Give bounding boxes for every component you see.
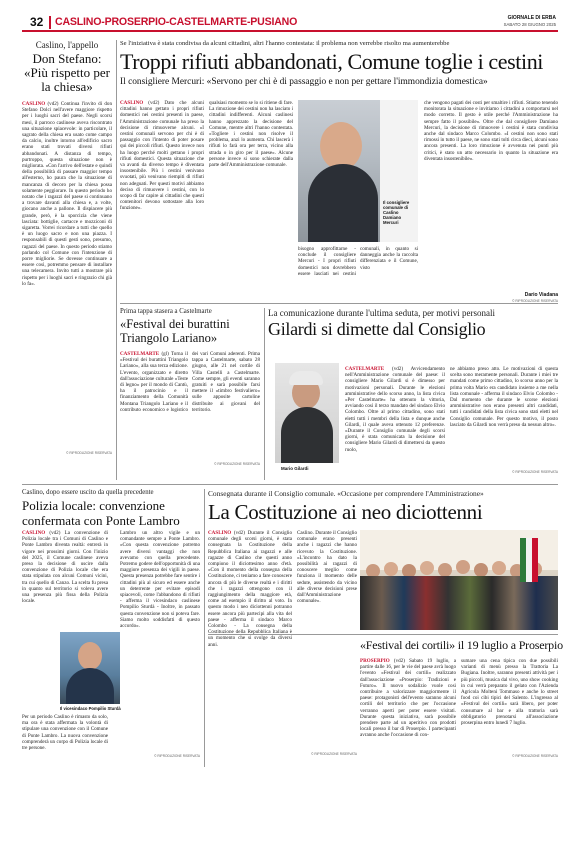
article-credit: © RIPRODUZIONE RISERVATA — [66, 451, 112, 455]
article-credit: © RIPRODUZIONE RISERVATA — [154, 754, 200, 758]
article-title: Gilardi si dimette dal Consiglio — [268, 319, 486, 339]
article-col-3: bisogno approfittarne - conclude il consigliere Mercuri - I propri rifiuti domestici non dovrebbero essere lasciati nei cestini comunali, in quanto si danneggia anche la raccolta differenziata e il Comune, visto — [298, 246, 418, 277]
article-title-2: «Più rispetto per la chiesa» — [24, 65, 110, 94]
article-kicker: La comunicazione durante l'ultima seduta, per motivi personali — [268, 308, 496, 318]
article-subtitle: Il consigliere Mercuri: «Servono per chi è di passaggio e non per gettare l'immondizia domestica» — [120, 77, 488, 87]
page-number: 32 — [30, 15, 44, 29]
article-kicker: Se l'iniziativa è stata condivisa da alcuni cittadini, altri l'hanno contestata: il problema non verrebbe risolto ma aumenterebbe — [120, 40, 450, 47]
article-title: Troppi rifiuti abbandonati, Comune toglie i cestini — [120, 49, 544, 74]
article-credit: © RIPRODUZIONE RISERVATA — [512, 470, 558, 474]
article-body: CASTELMARTE (gl) Torna il «Festival dei burattini Triangolo Lariano», alla sua terza edizione. L'evento, organizzato e diretto dall'associazione culturale «Teste di legno» per il mondo di Cantù, ha il patrocinio e il finanziamento della Comunità Montana Triangolo Lariano e il contributo economico e logistico dei vari Comuni aderenti. Prima tappa a Castelmarte, sabato 28 giugno, alle 21 nel cortile di Villa Castelli a Castelmarte. Come sempre, gli eventi saranno gratuiti e sarà possibile farsi mettere il «timbro festivaliero» sulle apposite cartoline distribuite ai giovani del territorio. — [120, 351, 260, 413]
article-col-1: CASLINO (vd2) La convenzione di Polizia locale tra i Comuni di Caslino e Ponte Lambro diventa realtà: entrerà in vigore nei prossimi giorni. Con l'inizio del 2025, il Comune caslinese aveva preso la decisione di uscire dalla convenzione di Polizia locale che era stata stipulata con alcuni Comuni vicini, tra cui quello di Canzo. La scelta fu presa in quanto sul territorio si voleva avere una presenza più fissa della Polizia locale. — [22, 530, 108, 605]
article-kicker: Consegnata durante il Consiglio comunale. «Occasione per comprendere l'Amministrazione» — [208, 489, 484, 498]
page-header — [22, 14, 558, 32]
section-title: CASLINO-PROSERPIO-CASTELMARTE-PUSIANO — [55, 16, 298, 28]
article-kicker: Prima tappa stasera a Castelmarte — [120, 308, 212, 315]
article-title: Don Stefano: — [32, 51, 102, 66]
article-title: «Festival dei burattini Triangolo Lariano» — [120, 317, 230, 345]
article-burattini — [120, 308, 260, 478]
article-credit: © RIPRODUZIONE RISERVATA — [512, 754, 558, 758]
article-title: «Festival dei cortili» il 19 luglio a Proserpio — [360, 638, 563, 652]
photo-gilardi — [275, 363, 339, 463]
article-col-1: PROSERPIO (vd2) Sabato 19 luglio, a partire dalle 16, per le vie del paese avrà luogo l'evento «Festival dei cortili» realizzato dall'associazione «Proserpio: Tradizioni e Futuro». Il nuovo sodalizio vuole così contribuire a valorizzare maggiormente il paese: protagonisti dell'evento saranno alcuni cortili del territorio che per l'occasione verranno aperti per poter essere visitati. Durante questa iniziativa, sarà possibile prendere parte ad un aperitivo con prodotti locali presso il bar di Proserpio. I partecipanti avranno anche l'occasione di con- — [360, 658, 456, 739]
photo-neo-diciottenni — [360, 530, 558, 630]
article-col-1: CASLINO (vd2) Dato che alcuni cittadini hanno gettato i propri rifiuti domestici nei cestini presenti in paese, l'Amministrazione comunale ha preso la decisione di rimuoverne alcuni. «I cestini comunali servono per chi è di passaggio con l'intento di poter posare qui dei piccoli rifiuti. Questo invece non ha luogo perché molti gettano i propri rifiuti domestici. Questa situazione che va avanti da diverso tempo è diventata insostenibile. Più i cestini venivano svuotati, più venivano riempiti di rifiuti non adeguati. Per questi motivi abbiamo deciso di rimuovere i cestini, con lo scopo di far capire ai cittadini che questi contenitori devono sottostare alla loro funzione». — [120, 100, 204, 212]
photo-caption: Il consigliere comunale di Caslino Damiano Mercuri — [383, 200, 410, 225]
article-rifiuti — [120, 40, 558, 340]
photo-caption: Il vicesindaco Pompilio Sturdà — [60, 706, 121, 711]
article-title: La Costituzione ai neo diciottenni — [208, 500, 483, 524]
article-col-1: CASTELMARTE (vd2) Avvicendamento nell'Amministrazione comunale del paese: il consigliere Mario Gilardi si è dimesso per motivazioni personali. Durante le elezioni amministrative dello scorso anno, la lista civica «Per Castelmarte» ha ottenuto la vittoria, avviando così il terzo mandato del sindaco Elvio Colombo. Oltre al primo cittadino, sono stati eletti tutti i membri della lista e dunque anche Gilardi, il quale aveva ottenuto 12 preferenze. «Durante il Consiglio comunale degli scorsi giorni, è stata comunicata la decisione del consigliere Mario Gilardi di dimettersi da questo ruolo, — [345, 366, 445, 453]
article-col-2: Caslino. Durante il Consiglio comunale erano presenti anche i ragazzi che hanno ricevuto la Costituzione. «L'incontro ha dato la possibilità ai ragazzi di conoscere meglio come funziona il momento delle sedute, assistendo da vicino alle diverse decisioni prese dall'Amministrazione comunale». — [297, 530, 357, 605]
article-col-2: Lambro un altro vigile e un comandante sempre a Ponte Lambro. «Con questa convenzione potremo avere diversi vantaggi che non avevamo con quella precedente. Potremo godere dell'opportunità di una maggiore presenza dei vigili in paese. Questa presenza potrebbe fare sentire i cittadini più al sicuro ed essere anche un deterrente per evitare episodi spiacevoli, come l'abbandono di rifiuti - afferma il vicesindaco caslinese Pompilio Sturdà - Inoltre, in passato questa convenzione non si poteva fare. Siamo molto soddisfatti di questo accordo». — [120, 530, 200, 630]
article-col-1: CASLINO (vd2) Durante il Consiglio comunale degli scorsi giorni, è stata consegnata la Costituzione della Repubblica Italiana ai ragazzi e alle ragazze di Caslino che questi anno compiono il diciottesimo anno d'età. «Con il momento della consegna della Costituzione, ci teniamo a fare conoscere ancora di più le diverse realtà e i diritti che i ragazzi ottengono con il raggiungimento della maggiore età, come ad esempio il diritto al voto. In questo modo i neo diciottenni potranno essere ancora più partecipi alla vita del paese - afferma il sindaco Marco Colombo - La consegna della Costituzione della Repubblica Italiana è un momento che si svolge da diversi anni. — [208, 530, 292, 648]
article-kicker: Caslino, l'appello — [35, 40, 99, 50]
article-credit: © RIPRODUZIONE RISERVATA — [512, 299, 558, 303]
photo-sturda — [60, 632, 120, 704]
article-byline: Dario Viadana — [524, 292, 558, 298]
article-col-2: qualsiasi momento se lo si ritiene di fare. La rimozione dei cestini non ha lasciato i cittadini indifferenti. Alcuni caslinesi hanno apprezzato la decisione del Comune, mentre altri l'hanno contestata. «Togliere i cestini non risolve il problema, anzi lo aumenta. Chi lascerà i rifiuti lo farà ora per terra, vicino alla strada o in giro per il paese». Alcune persone invece si sono schierate dalla parte dell'Amministrazione comunale. — [209, 100, 293, 169]
section-divider — [49, 16, 51, 29]
paper-name: GIORNALE DI ERBA — [507, 15, 556, 21]
article-col-1b: Per un periodo Caslino è rimasto da solo, ma ora è stata affermata la volontà di stipulare una convenzione con il Comune di Ponte Lambro. La nuova convenzione comprenderà un corpo di Polizia locale di tre persone. — [22, 714, 108, 752]
article-col-2: ne abbiamo preso atto. Le motivazioni di questa scelta sono meramente personali. Durante i miei tre mandati come primo cittadino, lo scorso anno per la prima volta Mario era candidato insieme a me nella lista comunale - afferma il sindaco Elvio Colombo - Dal momento che durante le scorse elezioni amministrative non erano presenti altri candidati, tutti i candidati della lista civica sono stati eletti nel Consiglio comunale. Per questo motivo, il posto lasciato da Gilardi non verrà preso da nessun altro». — [450, 366, 558, 428]
photo-caption: Mario Gilardi — [281, 466, 309, 471]
article-credit: © RIPRODUZIONE RISERVATA — [311, 752, 357, 756]
article-credit: © RIPRODUZIONE RISERVATA — [214, 462, 260, 466]
article-body: CASLINO (vd2) Continua l'invito di don Stefano Dolci nell'avere maggiore rispetto per i luoghi sacri del paese. Negli scorsi mesi, il parroco caslinese aveva riscontrato una situazione spiacevole: in particolare, il sagrato della chiesa era usato come campo da calcio, inoltre intorno all'edificio sacro erano stati trovati diversi rifiuti abbandonati. A distanza di tempo, purtroppo, questa situazione non è migliorata. «Con l'arrivo dell'estate e quindi della possibilità di passare maggior tempo all'esterno, ho paura che la situazione di mancanza di decoro per la chiesa possa solamente peggiorare. In questo periodo ho notato che i ragazzi del paese si continuano a trovare davanti alla chiesa e, a volte, giocano anche a pallone. Il dispiacere più grande, però, è la sporcizia che viene lasciata: bottiglie, cartacce e mozziconi di sigaretta. Vorrei ricordare a tutti che quello è un luogo sacro e non una piazza. I responsabili di questi gesti sono, presumo, ragazzi del paese. In questo periodo stiamo parlando col Comune con l'intenzione di porre migliorie. Se dovesse continuare a essere così, potremmo pensare di installare una telecamera. Invito tutti a mostrare più rispetto per i luoghi sacri e ringrazio chi già lo fa». — [22, 101, 112, 287]
article-don-stefano — [22, 40, 112, 480]
article-title: Polizia locale: convenzione confermata con Ponte Lambro — [22, 498, 180, 528]
article-col-4: che vengono pagati dei costi per smaltire i rifiuti. Stiamo tenendo monitorata la situazione e invitiamo i cittadini a comportarsi nel modo corretto. Il gesto è utile perché l'Amministrazione ha sempre fatto il possibile». Oltre che dal consigliere Damiano Mercuri, la decisione di rimuovere i cestini è stata condivisa anche dal sindaco Marco Colombo. «I cestini non sono stati rimossi in tutto il paese, ne sono stati tolti circa dieci, alcuni sono ancora presenti. La loro rimozione è avvenuta nei punti più critici, è stato un atto necessario in quanto la situazione era diventata insostenibile». — [424, 100, 558, 162]
article-col-2: sumare una cena tipica con due possibili varianti di menù presso la Trattoria La Bugiana. Inoltre, saranno presenti attività per i più piccoli, musica dal vivo, uno show cooking in cui verrà preparato il gelato con l'Azienda Agricola Molteni Tommaso e anche lo street food coi cibi tipici del Salento. L'ingresso al «Festival dei cortili» sarà libero, per poter consumare al bar e alla trattoria sarà obbligatorio prenotarsi all'associazione proserpina entro lunedì 7 luglio. — [461, 658, 558, 727]
article-kicker: Caslino, dopo essere uscito da quella precedente — [22, 489, 154, 496]
article-cortili — [360, 638, 563, 660]
issue-date: SABATO 28 GIUGNO 2025 — [503, 22, 556, 27]
